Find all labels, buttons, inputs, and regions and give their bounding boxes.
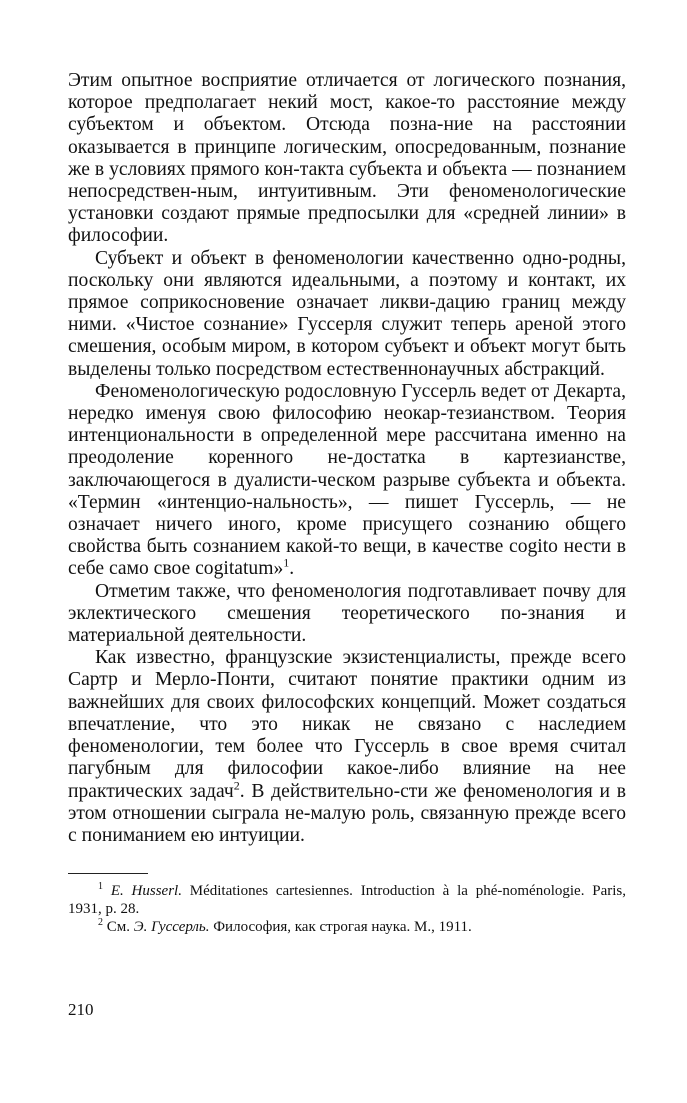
paragraph-5	[68, 647, 626, 847]
page-body	[68, 70, 626, 936]
paragraph-5-continuation: В действительно-сти же феноменология и в этом отношении сыграла не-малую роль, связанную прежде всего с пониманием ею интуиции.	[68, 780, 627, 846]
footnote-divider	[68, 873, 148, 874]
paragraph-2	[68, 248, 626, 381]
footnote-1-text: Méditationes cartesiennes. Introduction à la phé-noménologie. Paris, 1931, p. 28.	[68, 883, 627, 918]
footnote-1	[68, 882, 626, 918]
footnote-ref-1-punct: .	[289, 558, 295, 580]
footnote-1-author: E. Husserl.	[110, 883, 182, 900]
footnote-2-mark: 2	[98, 917, 103, 929]
paragraph-5-text: Как известно, французские экзистенциалисты, прежде всего Сартр и Мерло-Понти, считают понятие практики одним из важнейших для своих философских концепций. Может создаться впечатление, что это никак не связано с наследием феноменологии, тем более что Гуссерль в свое время считал пагубным для философии какое-либо влияние на нее практических задач	[68, 647, 626, 802]
footnote-2-prefix: См.	[106, 919, 134, 936]
paragraph-1	[68, 70, 626, 248]
footnote-ref-1[interactable]: 1	[283, 555, 290, 570]
page-number: 210	[68, 1000, 94, 1019]
footnote-ref-2[interactable]: 2	[233, 777, 240, 792]
paragraph-2-text: Субъект и объект в феноменологии качественно одно-родны, поскольку они являются идеальными, а поэтому и контакт, их прямое соприкосновение означает ликви-дацию границ между ними. «Чистое сознание» Гуссерля служит теперь ареной этого смешения, особым миром, в котором субъект и объект могут быть выделены только посредством естественнонаучных абстракций.	[68, 247, 626, 380]
paragraph-3	[68, 381, 626, 581]
footnote-2-author: Э. Гуссерль.	[133, 919, 210, 936]
footnote-2	[68, 918, 626, 936]
footnote-ref-2-punct: .	[239, 780, 252, 802]
paragraph-1-text: Этим опытное восприятие отличается от логического познания, которое предполагает некий мост, какое-то расстояние между субъектом и объектом. Отсюда позна-ние на расстоянии оказывается в принципе логическим, опосредованным, познание же в условиях прямого кон-такта субъекта и объекта — познанием непосредствен-ным, интуитивным. Эти феноменологические установки создают прямые предпосылки для «средней линии» в философии.	[68, 70, 626, 247]
footnote-2-text: Философия, как строгая наука. М., 1911.	[209, 919, 472, 936]
paragraph-4-text: Отметим также, что феноменология подготавливает почву для эклектического смешения теоретического по-знания и материальной деятельности.	[68, 580, 626, 647]
paragraph-3-text: Феноменологическую родословную Гуссерль ведет от Декарта, нередко именуя свою философию неокар-тезианством. Теория интенциональности в определенной мере рассчитана именно на преодоление коренного не-достатка в картезианстве, заключающегося в дуалисти-ческом разрыве субъекта и объекта. «Термин «интенцио-нальность», — пишет Гуссерль, — не означает ничего иного, кроме присущего сознанию общего свойства быть сознанием какой-то вещи, в качестве cogito нести в себе само свое cogitatum»	[68, 380, 626, 580]
paragraph-4	[68, 581, 626, 648]
footnote-1-mark: 1	[98, 881, 103, 893]
